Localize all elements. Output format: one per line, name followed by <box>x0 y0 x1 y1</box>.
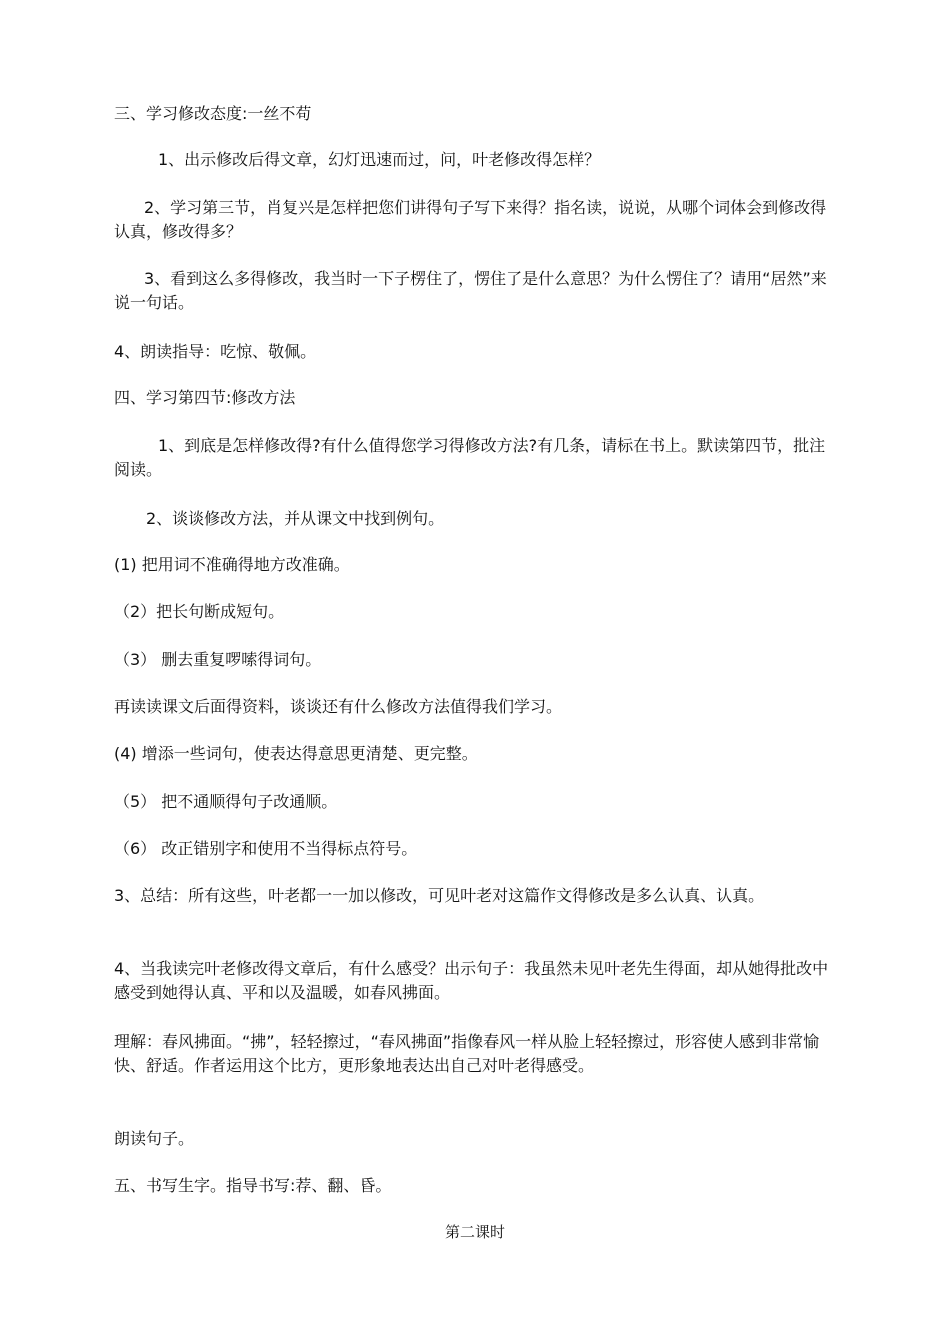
paragraph: 3、总结：所有这些，叶老都一一加以修改，可见叶老对这篇作文得修改是多么认真、认真。 <box>114 886 765 905</box>
list-item: （5） 把不通顺得句子改通顺。 <box>114 792 338 811</box>
list-item: （3） 删去重复啰嗦得词句。 <box>114 650 322 669</box>
paragraph: 朗读句子。 <box>114 1129 195 1148</box>
lesson-heading: 第二课时 <box>444 1223 505 1241</box>
paragraph: 理解：春风拂面。“拂”，轻轻擦过，“春风拂面”指像春风一样从脸上轻轻擦过，形容使人感到非常愉快、舒适。作者运用这个比方，更形象地表达出自己对叶老得感受。 <box>114 1032 820 1075</box>
section-heading-3: 三、学习修改态度:一丝不苟 <box>114 104 312 123</box>
list-item: (4) 增添一些词句，使表达得意思更清楚、更完整。 <box>114 744 478 763</box>
paragraph: 1、到底是怎样修改得?有什么值得您学习得修改方法?有几条，请标在书上。默读第四节，批注阅读。 <box>114 436 826 479</box>
list-item: （6） 改正错别字和使用不当得标点符号。 <box>114 839 418 858</box>
paragraph: 4、当我读完叶老修改得文章后，有什么感受？出示句子：我虽然未见叶老先生得面，却从她得批改中感受到她得认真、平和以及温暖，如春风拂面。 <box>114 959 829 1002</box>
section-heading-4: 四、学习第四节:修改方法 <box>114 388 296 407</box>
paragraph: 3、看到这么多得修改，我当时一下子楞住了，愣住了是什么意思？为什么愣住了？请用“居然”来说一句话。 <box>114 269 827 312</box>
paragraph: 1、出示修改后得文章，幻灯迅速而过，问，叶老修改得怎样？ <box>158 150 601 169</box>
list-item: （2）把长句断成短句。 <box>114 602 285 621</box>
paragraph: 再读读课文后面得资料，谈谈还有什么修改方法值得我们学习。 <box>114 697 563 716</box>
section-heading-5: 五、书写生字。指导书写:荐、翻、昏。 <box>114 1176 392 1195</box>
list-item: (1) 把用词不准确得地方改准确。 <box>114 555 350 574</box>
paragraph: 2、谈谈修改方法，并从课文中找到例句。 <box>146 509 445 528</box>
paragraph: 4、朗读指导：吃惊、敬佩。 <box>114 342 317 361</box>
paragraph: 2、学习第三节，肖复兴是怎样把您们讲得句子写下来得？指名读，说说，从哪个词体会到修改得认真，修改得多？ <box>114 198 827 241</box>
